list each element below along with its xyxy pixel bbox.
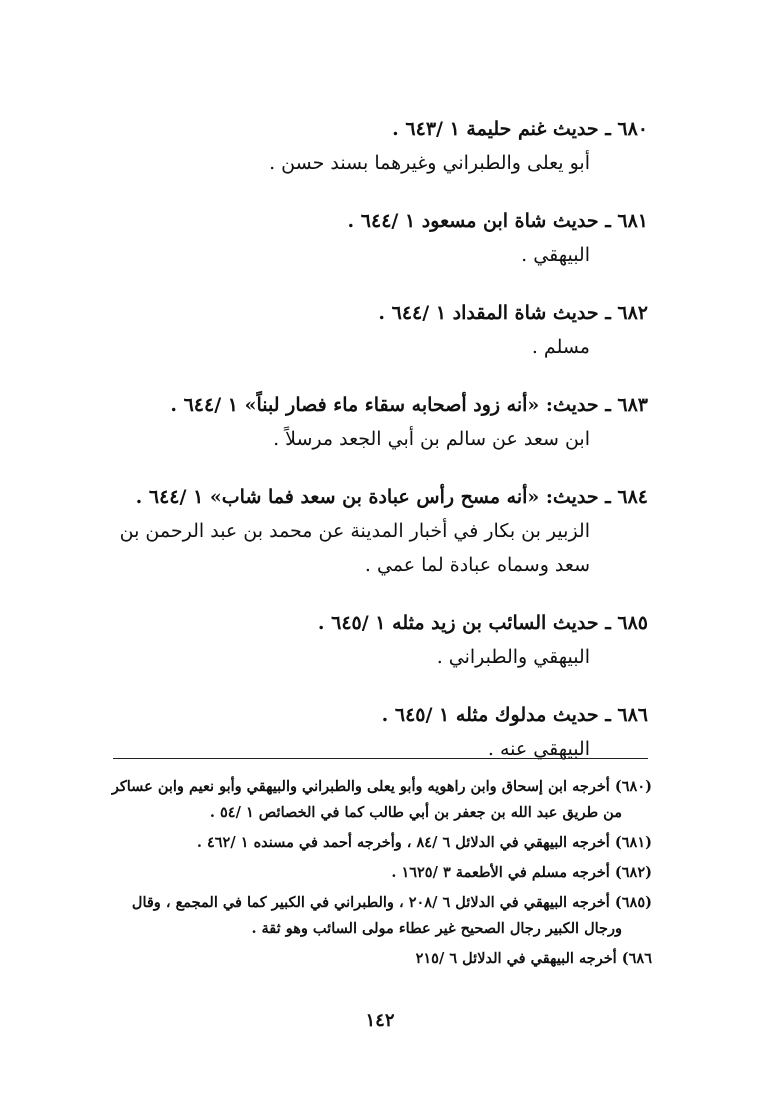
hadith-heading: ٦٨٢ ـ حديث شاة المقداد ١ /٦٤٤ .	[378, 302, 648, 324]
footnote	[52, 860, 652, 886]
footnote-line: (٦٨١) أخرجه البيهقي في الدلائل ٦ /٨٤ ، وأخرجه أحمد في مسنده ١ /٤٦٢ .	[196, 834, 652, 851]
hadith-source: أبو يعلى والطبراني وغيرهما بسند حسن .	[269, 152, 590, 174]
hadith-entry	[88, 388, 648, 456]
hadith-source: البيهقي عنه .	[487, 738, 590, 760]
hadith-heading: ٦٨٤ ـ حديث: «أنه مسح رأس عبادة بن سعد فما شاب» ١ /٦٤٤ .	[135, 486, 648, 508]
footnote	[52, 890, 652, 942]
hadith-entry	[88, 480, 648, 582]
hadith-heading: ٦٨٣ ـ حديث: «أنه زود أصحابه سقاء ماء فصار لبناً» ١ /٦٤٤ .	[170, 394, 648, 416]
page-number: ١٤٢	[365, 1010, 395, 1031]
footnote-line: من طريق عبد الله بن جعفر بن أبي طالب كما في الخصائص ١ /٥٤ .	[209, 804, 622, 821]
hadith-entries	[88, 112, 648, 790]
footnote	[52, 946, 652, 972]
footnote-line: ٦٨٦) أخرجه البيهقي في الدلائل ٦ /٢١٥	[415, 950, 652, 967]
hadith-entry	[88, 606, 648, 674]
footnote	[52, 830, 652, 856]
hadith-heading: ٦٨١ ـ حديث شاة ابن مسعود ١ /٦٤٤ .	[347, 210, 648, 232]
footnote-divider	[113, 758, 648, 759]
hadith-source: الزبير بن بكار في أخبار المدينة عن محمد بن عبد الرحمن بن سعد وسماه عبادة لما عمي .	[119, 520, 590, 576]
footnote-line: ورجال الكبير رجال الصحيح غير عطاء مولى السائب وهو ثقة .	[251, 920, 622, 937]
footnote	[52, 774, 652, 826]
hadith-source: ابن سعد عن سالم بن أبي الجعد مرسلاً .	[273, 428, 590, 450]
hadith-heading: ٦٨٠ ـ حديث غنم حليمة ١ /٦٤٣ .	[392, 118, 648, 140]
hadith-source: البيهقي .	[521, 244, 590, 266]
hadith-source: البيهقي والطبراني .	[436, 646, 590, 668]
hadith-entry	[88, 112, 648, 180]
hadith-heading: ٦٨٦ ـ حديث مدلوك مثله ١ /٦٤٥ .	[381, 704, 648, 726]
hadith-entry	[88, 204, 648, 272]
hadith-entry	[88, 296, 648, 364]
footnote-line: (٦٨٢) أخرجه مسلم في الأطعمة ٣ /١٦٢٥ .	[391, 864, 652, 881]
hadith-source: مسلم .	[531, 336, 590, 358]
hadith-entry	[88, 698, 648, 766]
footnote-line: (٦٨٠) أخرجه ابن إسحاق وابن راهويه وأبو يعلى والطبراني والبيهقي وأبو نعيم وابن عساكر	[111, 778, 652, 795]
footnote-line: (٦٨٥) أخرجه البيهقي في الدلائل ٦ /٢٠٨ ، والطبراني في الكبير كما في المجمع ، وقال	[131, 894, 652, 911]
hadith-heading: ٦٨٥ ـ حديث السائب بن زيد مثله ١ /٦٤٥ .	[317, 612, 648, 634]
footnotes	[52, 774, 652, 976]
